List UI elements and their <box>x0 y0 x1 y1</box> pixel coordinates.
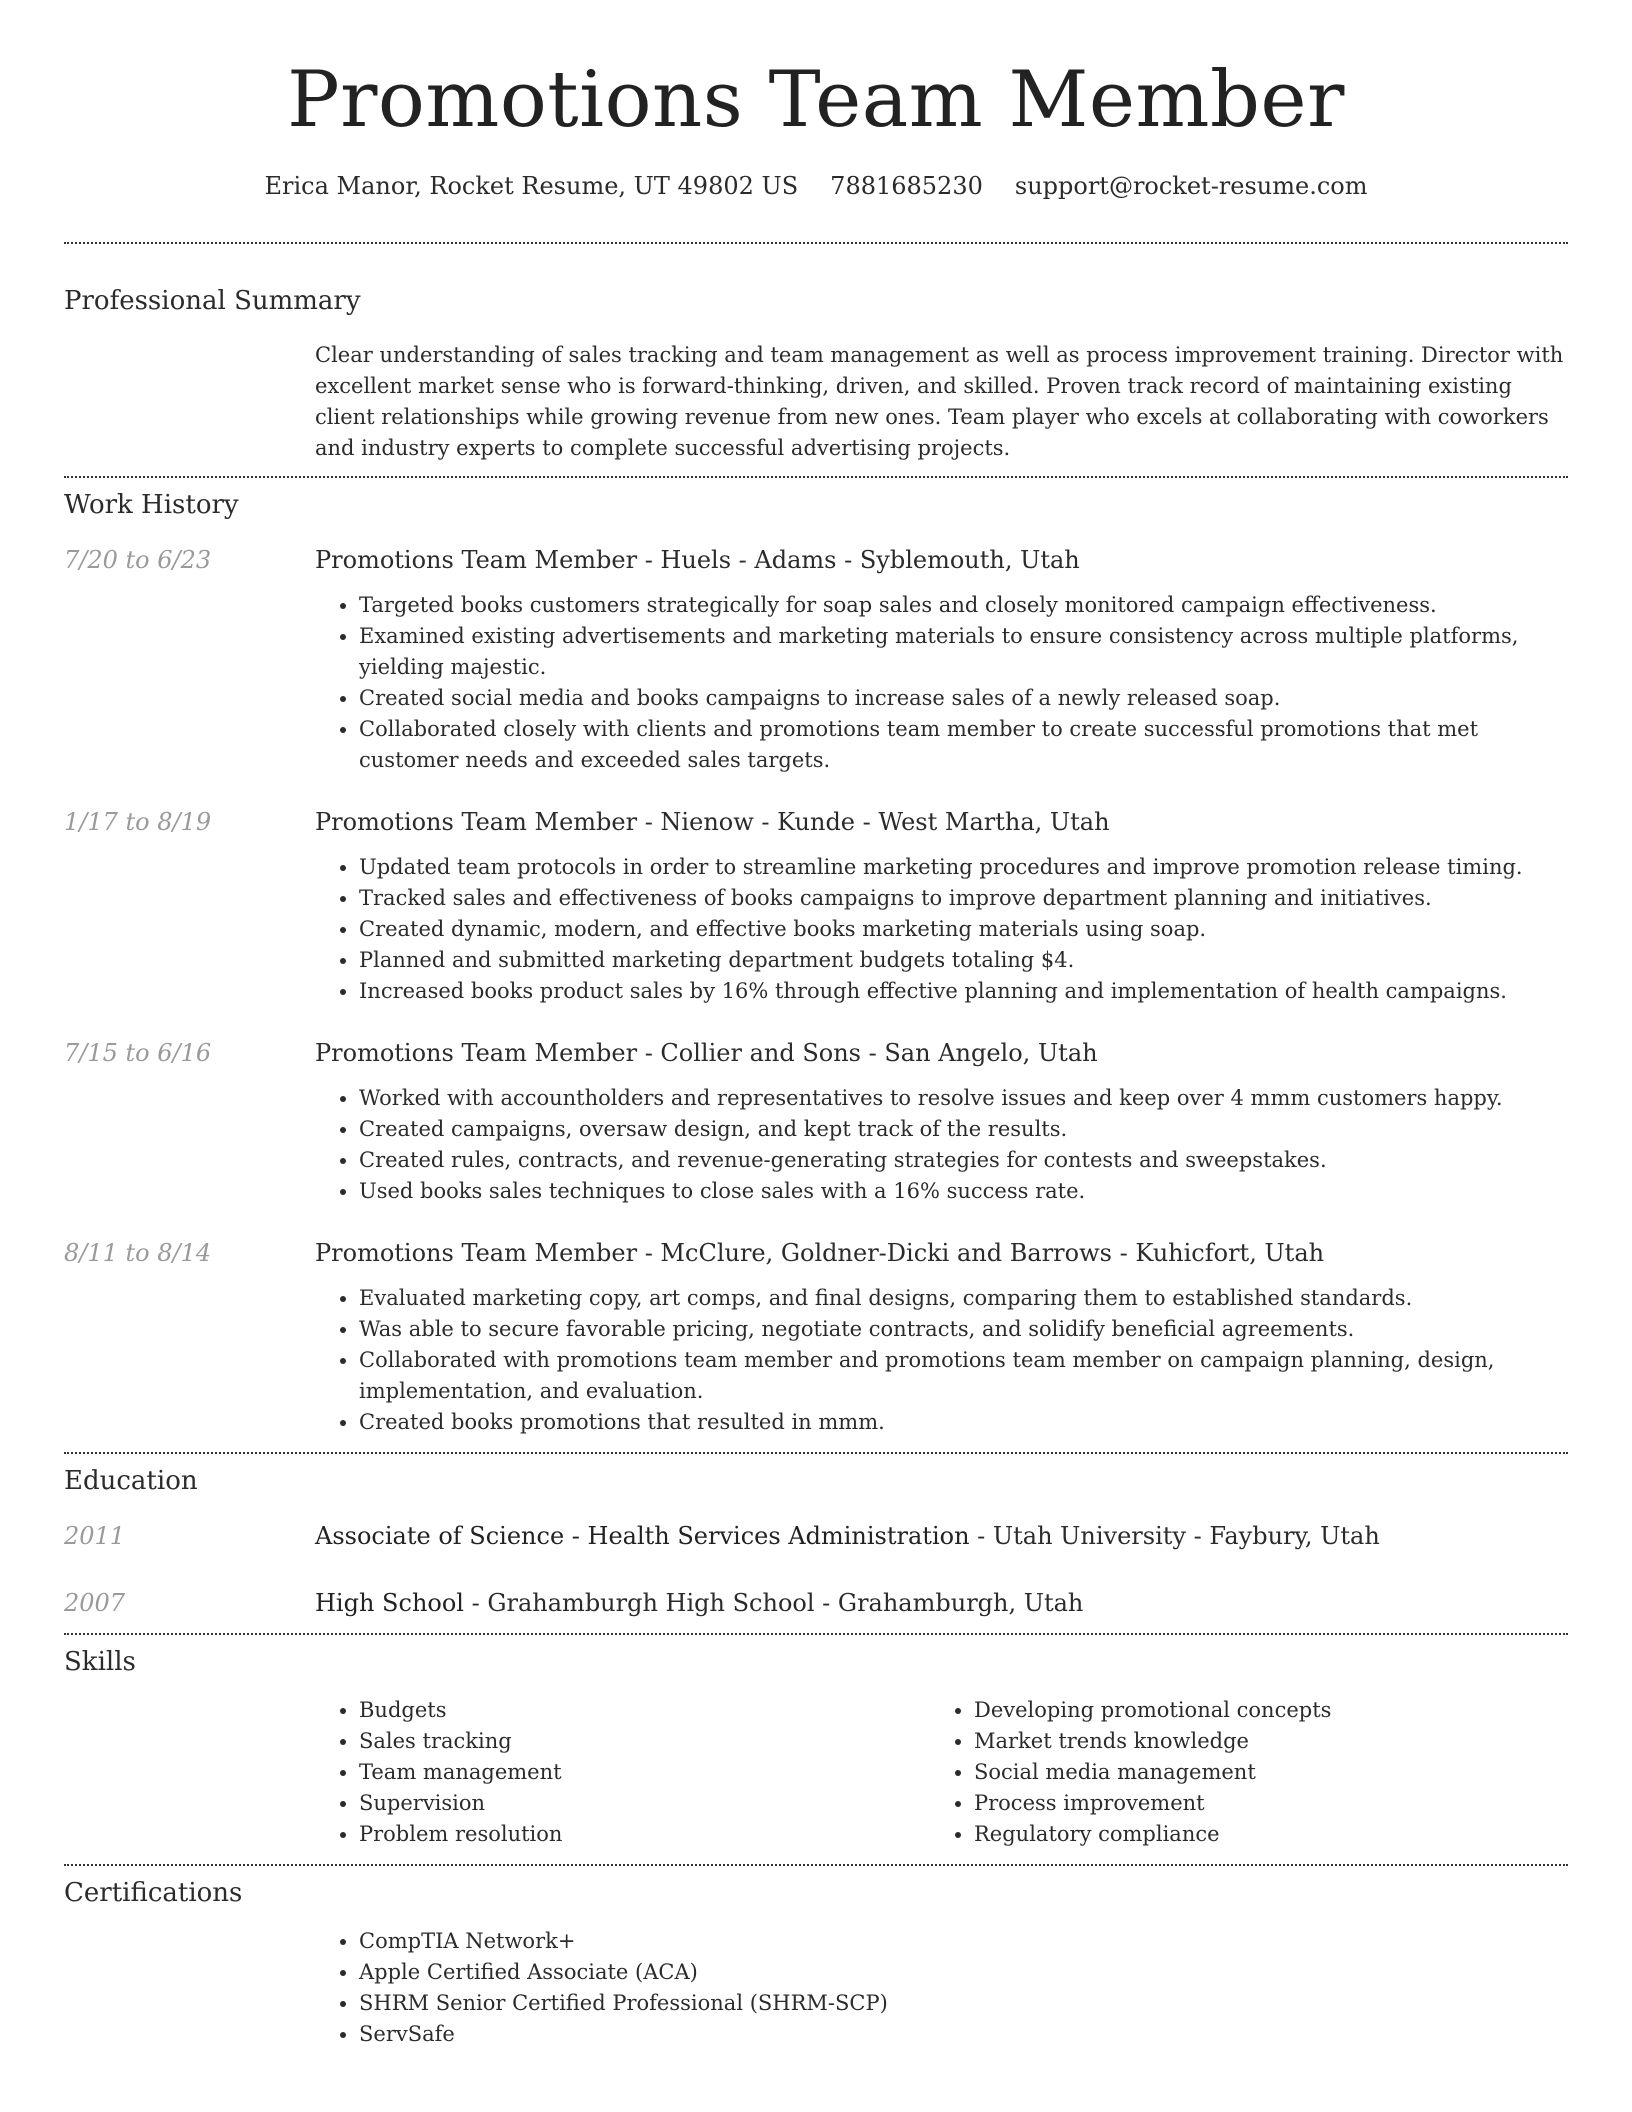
job-entry <box>64 806 1568 1007</box>
skills-column-2 <box>930 1695 1545 1850</box>
list-item: • Targeted books customers strategically for soap sales and closely monitored campaign effectiveness. <box>359 590 1568 621</box>
summary-text: Clear understanding of sales tracking and team management as well as process improvement training. Director with excellent market sense who is forward-thinking, driven, and skilled. Proven track record of maintaining existing client relationships while growing revenue from new ones. Team player who excels at collaborating with coworkers and industry experts to complete successful advertising projects. <box>315 343 1564 460</box>
job-title: Promotions Team Member - Collier and Sons - San Angelo, Utah <box>315 1039 1098 1067</box>
list-item: • Created dynamic, modern, and effective books marketing materials using soap. <box>359 914 1568 945</box>
list-item: • Created campaigns, oversaw design, and kept track of the results. <box>359 1114 1568 1145</box>
list-item: • Social media management <box>974 1757 1545 1788</box>
list-item: • Sales tracking <box>359 1726 930 1757</box>
education-details <box>315 1587 1083 1619</box>
list-item: • SHRM Senior Certified Professional (SHRM-SCP) <box>359 1988 1568 2019</box>
education-school: - Grahamburgh High School - Grahamburgh, Utah <box>463 1589 1084 1617</box>
education-school: - Utah University - Faybury, Utah <box>969 1522 1380 1550</box>
education-details <box>315 1520 1380 1552</box>
certifications-heading: Certifications <box>64 1878 243 1908</box>
education-section <box>64 1464 1568 1633</box>
job-bullets <box>315 1083 1568 1207</box>
job-dates: 1/17 to 8/19 <box>64 808 212 836</box>
work-history-section <box>64 488 1568 1452</box>
list-item: • Created rules, contracts, and revenue-generating strategies for contests and sweepstakes. <box>359 1145 1568 1176</box>
job-title: Promotions Team Member - McClure, Goldner-Dicki and Barrows - Kuhicfort, Utah <box>315 1239 1325 1267</box>
contact-email: support@rocket-resume.com <box>1014 172 1368 200</box>
list-item: • Supervision <box>359 1788 930 1819</box>
contact-phone: 7881685230 <box>830 172 983 200</box>
list-item: • Created books promotions that resulted in mmm. <box>359 1407 1568 1438</box>
skills-column-1 <box>315 1695 930 1850</box>
certifications-list <box>315 1926 1568 2050</box>
summary-heading: Professional Summary <box>64 286 361 316</box>
list-item: • Used books sales techniques to close sales with a 16% success rate. <box>359 1176 1568 1207</box>
list-item: • Market trends knowledge <box>974 1726 1545 1757</box>
job-entry <box>64 544 1568 776</box>
resume-page <box>64 0 1568 2050</box>
education-degree: Associate of Science - Health Services Administration <box>315 1522 970 1550</box>
list-item: • Evaluated marketing copy, art comps, and final designs, comparing them to established standards. <box>359 1283 1568 1314</box>
list-item: • ServSafe <box>359 2019 1568 2050</box>
list-item: • Increased books product sales by 16% through effective planning and implementation of health campaigns. <box>359 976 1568 1007</box>
list-item: • Collaborated with promotions team member and promotions team member on campaign planning, design, implementation, and evaluation. <box>359 1345 1568 1407</box>
job-bullets <box>315 590 1568 776</box>
summary-section <box>64 284 1568 476</box>
job-bullets <box>315 1283 1568 1438</box>
list-item: • Problem resolution <box>359 1819 930 1850</box>
education-year: 2011 <box>64 1522 126 1550</box>
job-entry <box>64 1037 1568 1207</box>
list-item: • Planned and submitted marketing department budgets totaling $4. <box>359 945 1568 976</box>
education-heading: Education <box>64 1466 198 1496</box>
list-item: • Created social media and books campaigns to increase sales of a newly released soap. <box>359 683 1568 714</box>
job-dates: 7/20 to 6/23 <box>64 546 212 574</box>
certifications-items <box>315 1926 1568 2050</box>
job-bullets <box>315 852 1568 1007</box>
education-year: 2007 <box>64 1589 126 1617</box>
list-item: • Collaborated closely with clients and promotions team member to create successful promotions that met customer needs and exceeded sales targets. <box>359 714 1568 776</box>
education-entry <box>64 1587 1568 1619</box>
section-divider <box>64 242 1568 244</box>
job-entry <box>64 1237 1568 1438</box>
list-item: • CompTIA Network+ <box>359 1926 1568 1957</box>
list-item: • Was able to secure favorable pricing, negotiate contracts, and solidify beneficial agreements. <box>359 1314 1568 1345</box>
contact-address: Erica Manor, Rocket Resume, UT 49802 US <box>264 172 799 200</box>
list-item: • Budgets <box>359 1695 930 1726</box>
job-title: Promotions Team Member - Huels - Adams - Syblemouth, Utah <box>315 546 1080 574</box>
list-item: • Worked with accountholders and representatives to resolve issues and keep over 4 mmm customers happy. <box>359 1083 1568 1114</box>
contact-info <box>64 170 1568 202</box>
education-degree: High School <box>315 1589 464 1617</box>
section-divider <box>64 476 1568 478</box>
list-item: • Regulatory compliance <box>974 1819 1545 1850</box>
section-divider <box>64 1452 1568 1454</box>
skills-heading: Skills <box>64 1647 136 1677</box>
list-item: • Process improvement <box>974 1788 1545 1819</box>
resume-title: Promotions Team Member <box>287 55 1345 145</box>
list-item: • Apple Certified Associate (ACA) <box>359 1957 1568 1988</box>
list-item: • Team management <box>359 1757 930 1788</box>
skills-grid <box>315 1695 1568 1850</box>
list-item: • Tracked sales and effectiveness of books campaigns to improve department planning and initiatives. <box>359 883 1568 914</box>
section-divider <box>64 1864 1568 1866</box>
certifications-section <box>64 1876 1568 2050</box>
list-item: • Developing promotional concepts <box>974 1695 1545 1726</box>
education-entry <box>64 1520 1568 1552</box>
skills-section <box>64 1645 1568 1864</box>
list-item: • Examined existing advertisements and marketing materials to ensure consistency across multiple platforms, yielding majestic. <box>359 621 1568 683</box>
section-divider <box>64 1633 1568 1635</box>
work-history-heading: Work History <box>64 490 239 520</box>
job-title: Promotions Team Member - Nienow - Kunde - West Martha, Utah <box>315 808 1110 836</box>
job-dates: 8/11 to 8/14 <box>64 1239 212 1267</box>
list-item: • Updated team protocols in order to streamline marketing procedures and improve promotion release timing. <box>359 852 1568 883</box>
job-dates: 7/15 to 6/16 <box>64 1039 212 1067</box>
